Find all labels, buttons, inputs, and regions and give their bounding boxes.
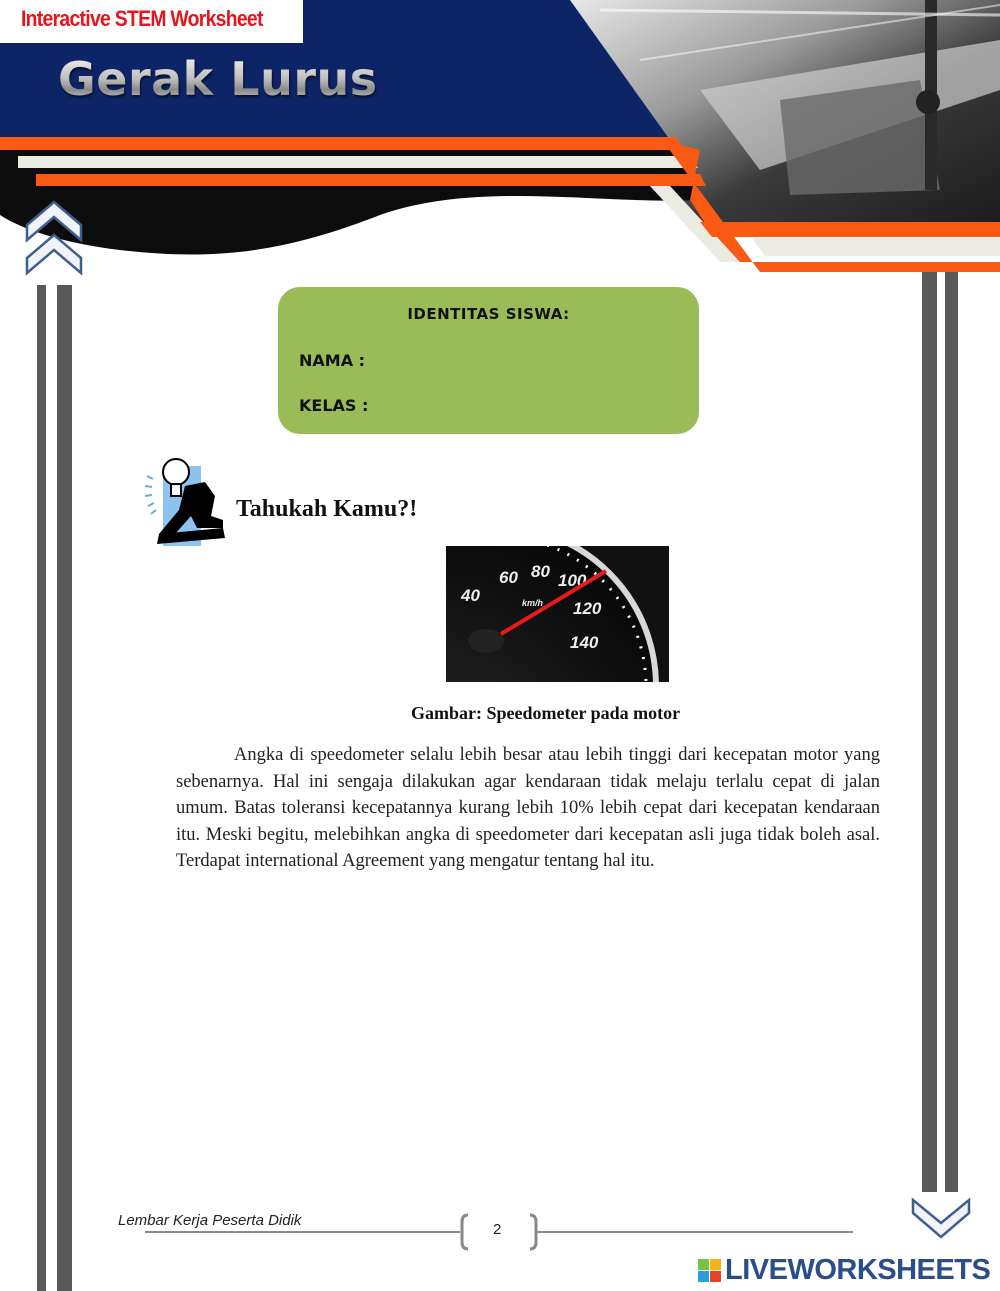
chevron-down-icon <box>910 1195 972 1241</box>
footer-divider <box>537 1231 853 1233</box>
speedometer-image <box>446 546 669 682</box>
student-identity-box <box>278 287 699 434</box>
class-input[interactable] <box>382 392 686 418</box>
name-input[interactable] <box>379 347 683 373</box>
worksheet-badge <box>0 0 303 43</box>
left-border-bar <box>37 285 46 1291</box>
right-border-bar <box>945 272 958 1192</box>
liveworksheets-logo-icon <box>698 1259 722 1283</box>
speed-label: 140 <box>570 633 599 652</box>
section-title: Tahukah Kamu?! <box>236 496 418 522</box>
speed-label: 40 <box>461 586 480 605</box>
speed-label: 80 <box>531 562 550 581</box>
body-paragraph: Angka di speedometer selalu lebih besar atau lebih tinggi dari kecepatan motor yang sebenarnya. Hal ini sengaja dilakukan agar kendaraan tidak melaju terlalu cepat di jalan umum. Batas toleransi kecepatannya kurang lebih 10% lebih cepat dari kecepatan kendaraan itu. Meski begitu, melebihkan angka di speedometer dari kecepatan asli juga tidak boleh asal. Terdapat international Agreement yang mengatur tentang hal itu. <box>176 745 880 871</box>
page-title: Gerak Lurus <box>58 52 378 106</box>
liveworksheets-logo[interactable] <box>698 1254 990 1287</box>
class-row <box>299 392 686 418</box>
badge-text: Interactive STEM Worksheet <box>21 6 263 31</box>
name-label: NAMA : <box>299 350 366 370</box>
identity-heading: IDENTITAS SISWA: <box>407 305 570 323</box>
left-border-bar <box>57 285 72 1291</box>
class-label: KELAS : <box>299 395 369 415</box>
unit-label: km/h <box>522 598 544 608</box>
speed-label: 100 <box>558 571 587 590</box>
page-number: 2 <box>493 1221 502 1238</box>
liveworksheets-brand: LIVEWORKSHEETS <box>725 1254 991 1286</box>
right-border-bar <box>922 272 937 1192</box>
footer-label: Lembar Kerja Peserta Didik <box>118 1212 302 1229</box>
footer-divider <box>145 1231 460 1233</box>
speed-label: 120 <box>573 599 602 618</box>
image-caption: Gambar: Speedometer pada motor <box>411 703 681 723</box>
name-row <box>299 347 683 373</box>
header-banner <box>0 0 1000 290</box>
speed-label: 60 <box>499 568 518 587</box>
idea-person-icon <box>145 456 230 546</box>
